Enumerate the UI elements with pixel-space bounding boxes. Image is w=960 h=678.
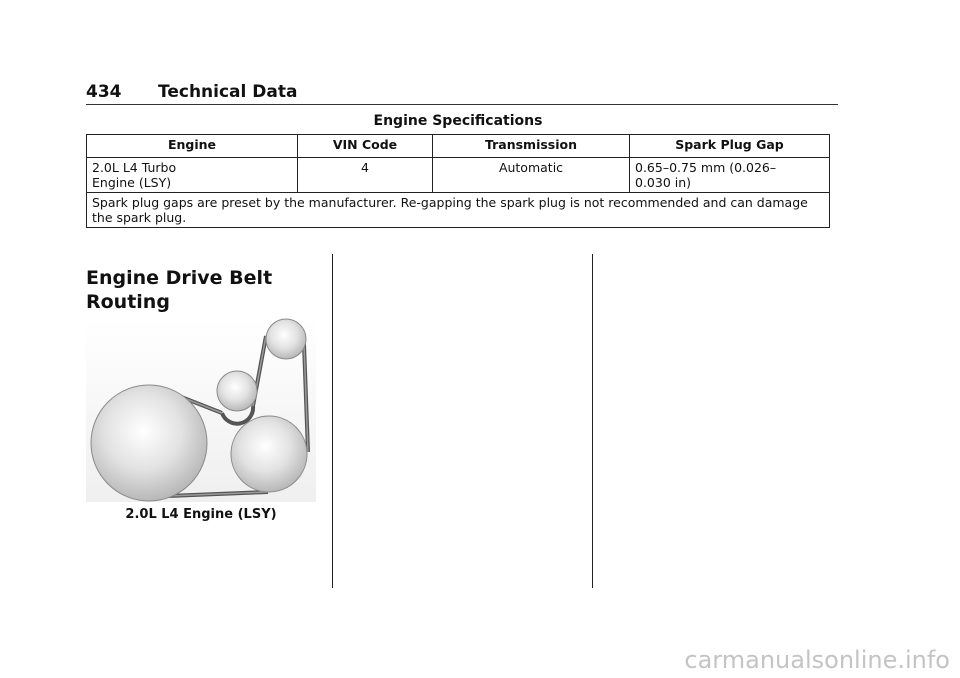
column-header-vin-code: VIN Code (298, 135, 433, 158)
table-title: Engine Specifications (373, 113, 543, 129)
column-divider-left (332, 254, 333, 588)
column-header-transmission: Transmission (433, 135, 630, 158)
column-header-engine: Engine (87, 135, 298, 158)
cell-spark-plug-gap: 0.65–0.75 mm (0.026– 0.030 in) (630, 158, 830, 193)
figure-caption: 2.0L L4 Engine (LSY) (125, 507, 277, 522)
column-header-spark-plug-gap: Spark Plug Gap (630, 135, 830, 158)
watermark-text: carmanualsonline.info (684, 646, 950, 674)
table-note: Spark plug gaps are preset by the manufacturer. Re-gapping the spark plug is not recommended and can damage the spark plug. (87, 193, 830, 228)
chapter-title: Technical Data (158, 82, 298, 102)
section-title: Engine Drive Belt Routing (86, 267, 273, 313)
page-number: 434 (86, 82, 122, 102)
table-note-row (87, 193, 830, 228)
cell-engine: 2.0L L4 Turbo Engine (LSY) (87, 158, 298, 193)
belt-routing-diagram (86, 312, 316, 504)
column-divider-right (592, 254, 593, 588)
cell-transmission: Automatic (433, 158, 630, 193)
tensioner-pulley (266, 319, 306, 359)
accessory-pulley (231, 416, 307, 492)
table-row (87, 158, 830, 193)
page-header (86, 80, 838, 105)
cell-vin-code: 4 (298, 158, 433, 193)
idler-pulley (217, 371, 257, 411)
table-header-row (87, 135, 830, 158)
crankshaft-pulley (91, 385, 207, 501)
engine-specifications-table (86, 134, 830, 228)
